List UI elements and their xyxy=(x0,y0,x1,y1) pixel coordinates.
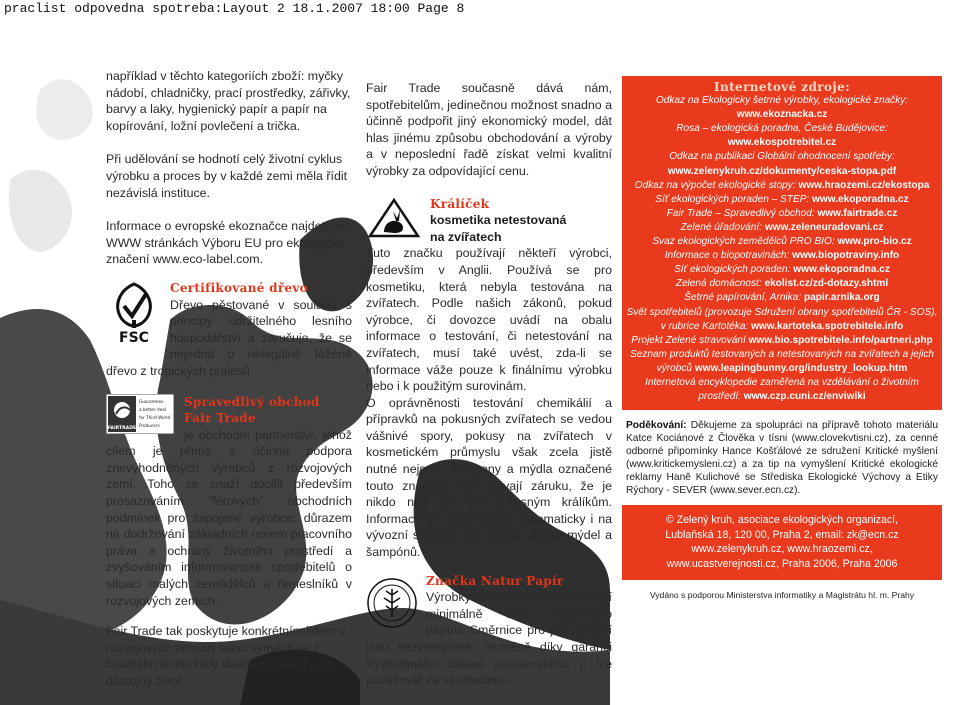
acknowledgements-label: Poděkování: xyxy=(626,420,687,432)
source-description: Svaz ekologických zemědělců PRO BIO: xyxy=(652,236,835,248)
fairtrade-section xyxy=(106,394,352,610)
page-header: praclist odpovedna spotreba:Layout 2 18.1.2007 18:00 Page 8 xyxy=(4,1,465,16)
sources-list xyxy=(626,94,938,404)
fsc-logo xyxy=(106,280,162,346)
lifecycle-paragraph: Při udělování se hodnotí celý životní cyklus výrobku a proces by v každé zemi měla řídit nezávislá instituce. xyxy=(106,152,348,200)
source-item xyxy=(626,122,938,150)
intro-paragraph: například v těchto kategoriích zboží: myčky nádobí, chladničky, prací prostředky, zářivky, barvy a laky, hygienický papír a papír na kopírování, ložní povlečení a trička. xyxy=(106,69,351,133)
source-description: Projekt Zelené stravování xyxy=(631,334,746,346)
source-description: Rosa – ekologická poradna, České Budějovice: xyxy=(676,123,888,135)
source-link[interactable]: www.fairtrade.cz xyxy=(817,207,898,219)
svg-text:for Third World: for Third World xyxy=(139,414,171,420)
svg-text:a better deal: a better deal xyxy=(139,406,167,412)
source-description: Svět spotřebitelů (provozuje Sdružení obrany spotřebitelů ČR - SOS), v rubrice Kartotéka: xyxy=(626,306,938,332)
source-item xyxy=(626,221,938,235)
fsc-text: Dřevo pěstované v souladu s principy udržitelného lesního hospodářství a zaručuje, že se nejedná o nelegálně těžené dřevo z tropických pralesů. xyxy=(106,297,352,378)
source-item xyxy=(626,94,938,122)
source-description: Síť ekologických poraden – STEP: xyxy=(655,193,810,205)
fairtrade-heading: Spravedlivý obchod xyxy=(184,394,320,409)
source-item xyxy=(626,207,938,221)
source-description: Odkaz na výpočet ekologické stopy: xyxy=(634,179,796,191)
source-link[interactable]: www.zelenykruh.cz/dokumenty/ceska-stopa.pdf xyxy=(667,165,897,177)
acknowledgements xyxy=(622,419,942,497)
source-description: Síť ekologických poraden: xyxy=(674,264,791,276)
source-link[interactable]: www.zeleneuradovani.cz xyxy=(764,221,884,233)
fsc-logo-text: FSC xyxy=(119,329,149,346)
source-description: Fair Trade – Spravedlivý obchod: xyxy=(666,207,815,219)
source-link[interactable]: www.ekoporadna.cz xyxy=(793,264,890,276)
fairtrade-closing-paragraph: Fair Trade tak poskytuje konkrétním lidem v rozvojových zemích šanci vymanit se z bludného kruhu bídy vlastními silami a žít důstojný život. xyxy=(106,624,346,688)
natur-papir-logo xyxy=(366,577,418,629)
source-link[interactable]: www.kartoteka.spotrebitele.info xyxy=(751,320,904,332)
source-link[interactable]: www.leapingbunny.org/industry_lookup.htm xyxy=(694,362,908,374)
fairtrade-logo xyxy=(106,394,174,434)
source-description: Šetrné papírování, Arnika: xyxy=(684,292,802,304)
source-item xyxy=(626,249,938,263)
tree-check-icon xyxy=(106,280,162,346)
source-description: Zelené úřadování: xyxy=(680,221,762,233)
rabbit-subheading-1: kosmetika netestovaná xyxy=(430,213,567,228)
source-item xyxy=(626,277,938,291)
source-item xyxy=(626,376,938,404)
tree-icon xyxy=(384,589,400,617)
source-item xyxy=(626,193,938,207)
copyright-line: © Zelený kruh, asociace ekologických organizací, xyxy=(665,514,899,527)
copyright-box xyxy=(622,505,942,579)
right-column xyxy=(622,76,942,600)
source-link[interactable]: papir.arnika.org xyxy=(803,292,880,304)
source-description: Seznam produktů testovaných a netestovaných na zvířatech a jejich výrobců xyxy=(629,348,935,374)
source-item xyxy=(626,291,938,305)
source-link[interactable]: www.hraozemi.cz/ekostopa xyxy=(798,179,930,191)
source-description: Zelená domácnost: xyxy=(675,278,762,290)
source-item xyxy=(626,334,938,348)
svg-text:FAIRTRADE: FAIRTRADE xyxy=(107,425,137,431)
source-item xyxy=(626,348,938,376)
svg-text:Guarantees: Guarantees xyxy=(139,398,164,404)
source-item xyxy=(626,150,938,178)
fsc-heading: Certifikované dřevo xyxy=(170,280,308,295)
source-description: Odkaz na publikaci Globální ohodnocení spotřeby: xyxy=(669,151,895,163)
fsc-section xyxy=(106,280,352,380)
rabbit-heading: Králíček xyxy=(430,196,490,211)
source-description: Odkaz na Ekologicky šetrné výrobky, ekologické značky: xyxy=(655,95,909,107)
animal-testing-paragraph: O oprávněnosti testování chemikálií a přípravků na pokusných zvířatech se vedou vášnivé spory, pokusy na zvířatech v kosmetickém průmyslu však zcela jistě nutné nejsou. Šampony a mýdla označené touto značkou vám dávají záruku, že je nikdo nelil do očí pokusným králíkům. Informace se však neváže automaticky i na vývozní suroviny pro výrobu těchto mýdel a šampónů. xyxy=(366,395,612,560)
source-link[interactable]: www.pro-bio.cz xyxy=(837,236,912,248)
source-link[interactable]: www.ekoporadna.cz xyxy=(812,193,909,205)
natur-papir-heading: Značka Natur Papír xyxy=(426,573,564,588)
source-link[interactable]: www.ekoznacka.cz xyxy=(736,109,828,121)
source-link[interactable]: www.ekospotrebitel.cz xyxy=(727,137,837,149)
source-item xyxy=(626,306,938,334)
fairtrade-subheading: Fair Trade xyxy=(184,411,256,426)
fairtrade-text: je obchodní partnerství, jehož cílem je přímá a účinná podpora znevýhodněných výrobců z rozvojových zemí. Toho se snaží docílit především prosazováním "férových" obchodních podmínek pro zapojené výrobce, důrazem na dodržování základních norem pracovního práva a ochraný životního prostředí a zvyšováním informovanosti spotřebitelů o situaci malých zemědělců a řemeslníků v rozvojových zemích. xyxy=(106,427,352,608)
source-description: Internetová encyklopedie zaměřená na vzdělávání o životním prostředí: xyxy=(645,376,919,403)
rabbit-section xyxy=(366,196,612,395)
svg-text:Producers: Producers xyxy=(139,422,160,428)
copyright-line: www.zelenykruh.cz, www.hraozemi.cz, xyxy=(691,543,873,556)
natur-papir-section xyxy=(366,573,612,689)
rabbit-logo xyxy=(366,196,422,242)
internet-sources-box xyxy=(622,76,942,410)
copyright-line: Lublaňská 18, 120 00, Praha 2, email: zk@ecn.cz xyxy=(665,528,899,541)
middle-column xyxy=(366,80,612,689)
fairtrade-mark-icon xyxy=(114,402,130,418)
source-link[interactable]: ekolist.cz/zd-dotazy.shtml xyxy=(764,278,889,290)
rabbit-icon xyxy=(384,220,403,232)
left-column xyxy=(106,68,352,690)
rabbit-text: Tuto značku používají někteří výrobci, především v Anglii. Používá se pro kosmetiku, která nebyla testována na zvířatech. Podle našich zákonů, pokud výrobce, či dovozce uvádí na obalu informace o testování, či netestování na zvířatech, musí také uvést, zda-li se informace váže pouze k finálnímu výrobku nebo i k použitým surovinám. xyxy=(366,246,612,394)
acknowledgements-text: Děkujeme za spolupráci na přípravě tohoto materiálu Katce Kociánové z Člověka v tísni (www.clovekvtisni.cz), za cenné odborné připomínky Hance Košťálové ze sdružení Kritické myšlení (www.kritickemysleni.cz) a za tip na vymyšlení Kritické ekologické reklamy Haně Kulichové se Střediska Ekologické Výchovy a Etiky Rýchory - SEVER (www.sever.ecn.cz). xyxy=(626,420,938,497)
source-item xyxy=(626,263,938,277)
support-note: Vydáno s podporou Ministerstva informatiky a Magistrátu hl. m. Prahy xyxy=(649,589,915,600)
source-item xyxy=(626,235,938,249)
source-item xyxy=(626,179,938,193)
source-link[interactable]: www.bio.spotrebitele.info/partneri.php xyxy=(748,334,933,346)
fairtrade-consumer-paragraph: Fair Trade současně dává nám, spotřebitelům, jedinečnou možnost snadno a účinně podpořit jiný ekonomický model, dát hlas jinému způsobu obchodování a výroby a v neposlední řadě získat velmi kvalitní výrobky za odpovídající cenu. xyxy=(366,81,612,178)
natur-papir-text: Výrobky takto označené obsahují minimálně 90% sběrového papíru. Směrnice pro její udělení jsou nezveřejněné, nicméně díky garanci Výzkumného ústavu papírenského jí lze považovat za věrohodnou. xyxy=(366,590,612,688)
source-link[interactable]: www.biopotraviny.info xyxy=(792,250,900,262)
rabbit-subheading-2: na zvířatech xyxy=(430,229,502,244)
copyright-line: www.ucastverejnosti.cz, Praha 2006, Praha 2006 xyxy=(666,557,898,570)
ecolabel-paragraph: Informace o evropské ekoznačce najdete na WWW stránkách Výboru EU pro ekologické značení www.eco-label.com. xyxy=(106,219,350,267)
source-description: Informace o biopotravinách: xyxy=(664,250,790,262)
source-link[interactable]: www.czp.cuni.cz/enviwiki xyxy=(743,391,866,403)
internet-sources-title: Internetové zdroje: xyxy=(713,80,851,94)
